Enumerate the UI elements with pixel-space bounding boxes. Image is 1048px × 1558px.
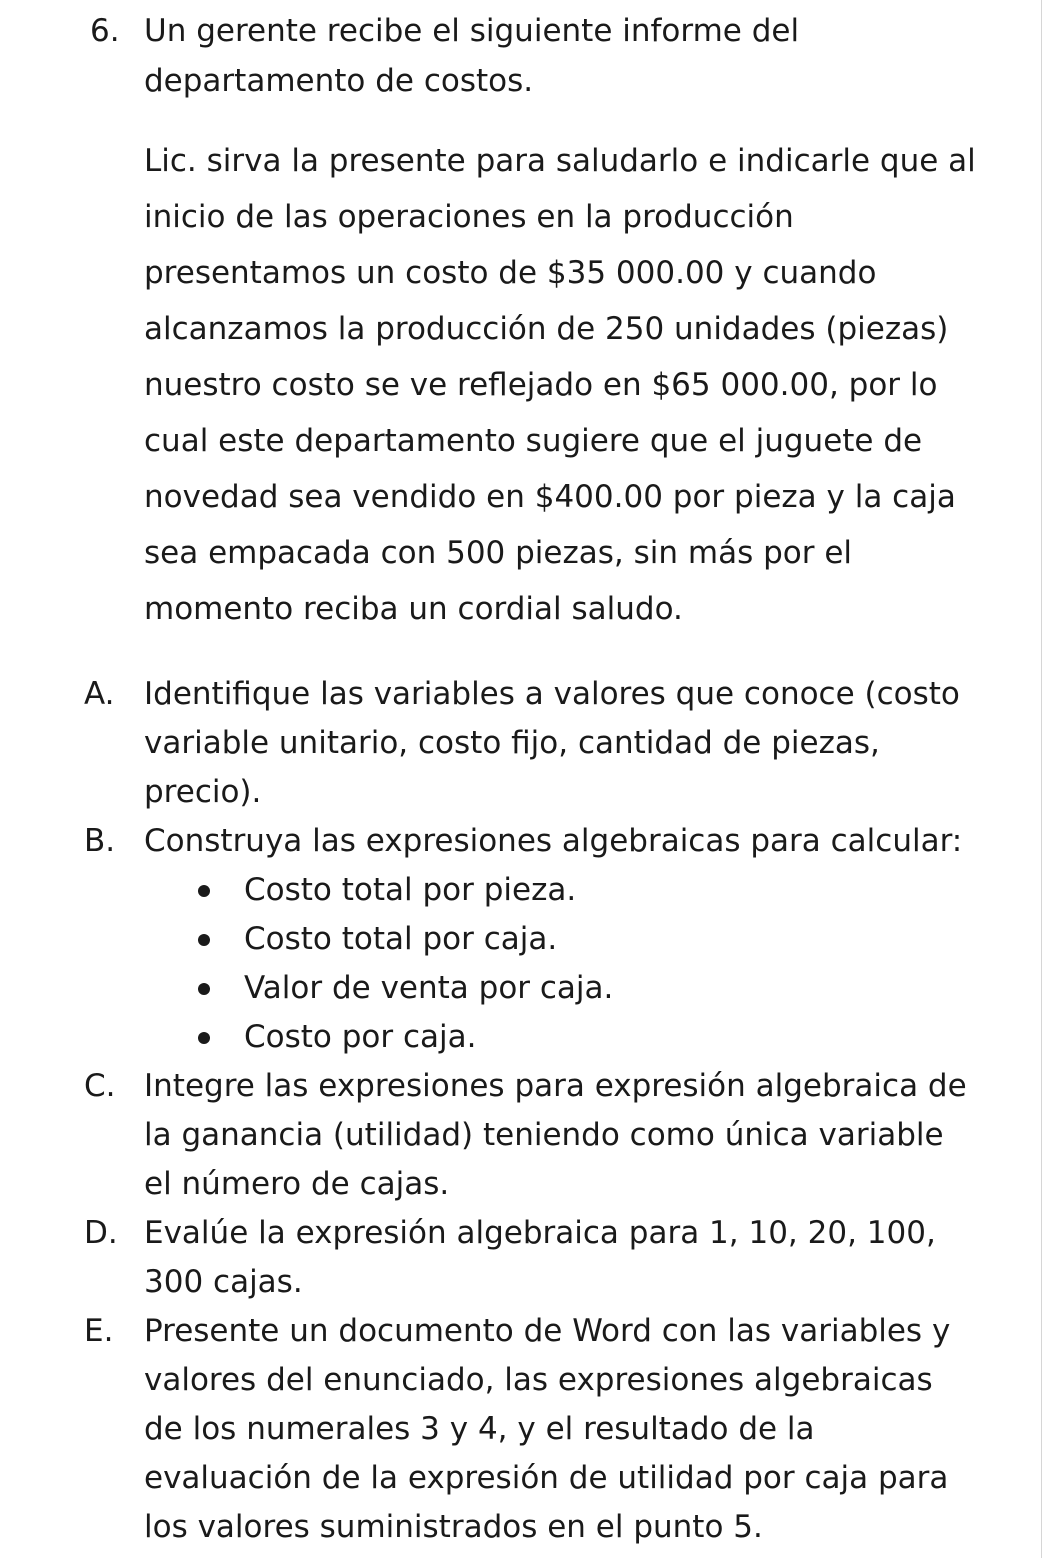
task-letter: A. [84,676,115,712]
bullet-item [84,866,1024,915]
memo-line: cual este departamento sugiere que el juguete de [144,423,923,459]
memo-letter [144,133,1024,637]
bullet-dot-icon [198,934,210,946]
bullet-text: Valor de venta por caja. [244,970,614,1006]
task-letter: E. [84,1313,114,1349]
memo-line: Lic. sirva la presente para saludarlo e indicarle que al [144,143,976,179]
bullet-text: Costo total por pieza. [244,872,577,908]
task-item-b [84,817,1024,866]
bullet-item [84,1013,1024,1062]
bullet-text: Costo por caja. [244,1019,477,1055]
memo-line: sea empacada con 500 piezas, sin más por el [144,535,853,571]
bullet-dot-icon [198,1032,210,1044]
task-b-bullet-list [84,866,1024,1062]
bullet-dot-icon [198,983,210,995]
bullet-dot-icon [198,885,210,897]
task-letter: B. [84,823,116,859]
bullet-item [84,964,1024,1013]
task-line: valores del enunciado, las expresiones algebraicas [144,1362,933,1398]
bullet-item [84,915,1024,964]
task-line: Presente un documento de Word con las variables y [144,1313,951,1349]
task-line: Identifique las variables a valores que conoce (costo [144,676,960,712]
task-item-a [84,670,1024,817]
memo-line: novedad sea vendido en $400.00 por pieza y la caja [144,479,956,515]
question-number: 6. [90,13,120,49]
question-intro [144,6,1014,106]
task-line: la ganancia (utilidad) teniendo como única variable [144,1117,944,1153]
question-intro-line: Un gerente recibe el siguiente informe del [144,13,800,49]
task-item-e [84,1307,1024,1552]
task-letter: D. [84,1215,118,1251]
memo-line: presentamos un costo de $35 000.00 y cuando [144,255,877,291]
task-line: evaluación de la expresión de utilidad por caja para [144,1460,949,1496]
task-line: los valores suministrados en el punto 5. [144,1509,763,1545]
question-header [90,6,1020,99]
task-item-d [84,1209,1024,1307]
task-line: de los numerales 3 y 4, y el resultado de la [144,1411,815,1447]
memo-line: momento reciba un cordial saludo. [144,591,683,627]
task-line: variable unitario, costo fijo, cantidad de piezas, [144,725,880,761]
memo-line: nuestro costo se ve reflejado en $65 000.00, por lo [144,367,938,403]
task-line: el número de cajas. [144,1166,450,1202]
task-list [84,670,1024,1552]
task-line: Evalúe la expresión algebraica para 1, 10, 20, 100, [144,1215,936,1251]
task-letter: C. [84,1068,116,1104]
memo-line: inicio de las operaciones en la producción [144,199,794,235]
task-line: Construya las expresiones algebraicas para calcular: [144,823,963,859]
task-line: 300 cajas. [144,1264,303,1300]
task-line: Integre las expresiones para expresión algebraica de [144,1068,967,1104]
question-intro-line: departamento de costos. [144,63,534,99]
bullet-text: Costo total por caja. [244,921,558,957]
memo-line: alcanzamos la producción de 250 unidades (piezas) [144,311,949,347]
page-edge-divider [1041,0,1042,1558]
task-line: precio). [144,774,262,810]
task-item-c [84,1062,1024,1209]
